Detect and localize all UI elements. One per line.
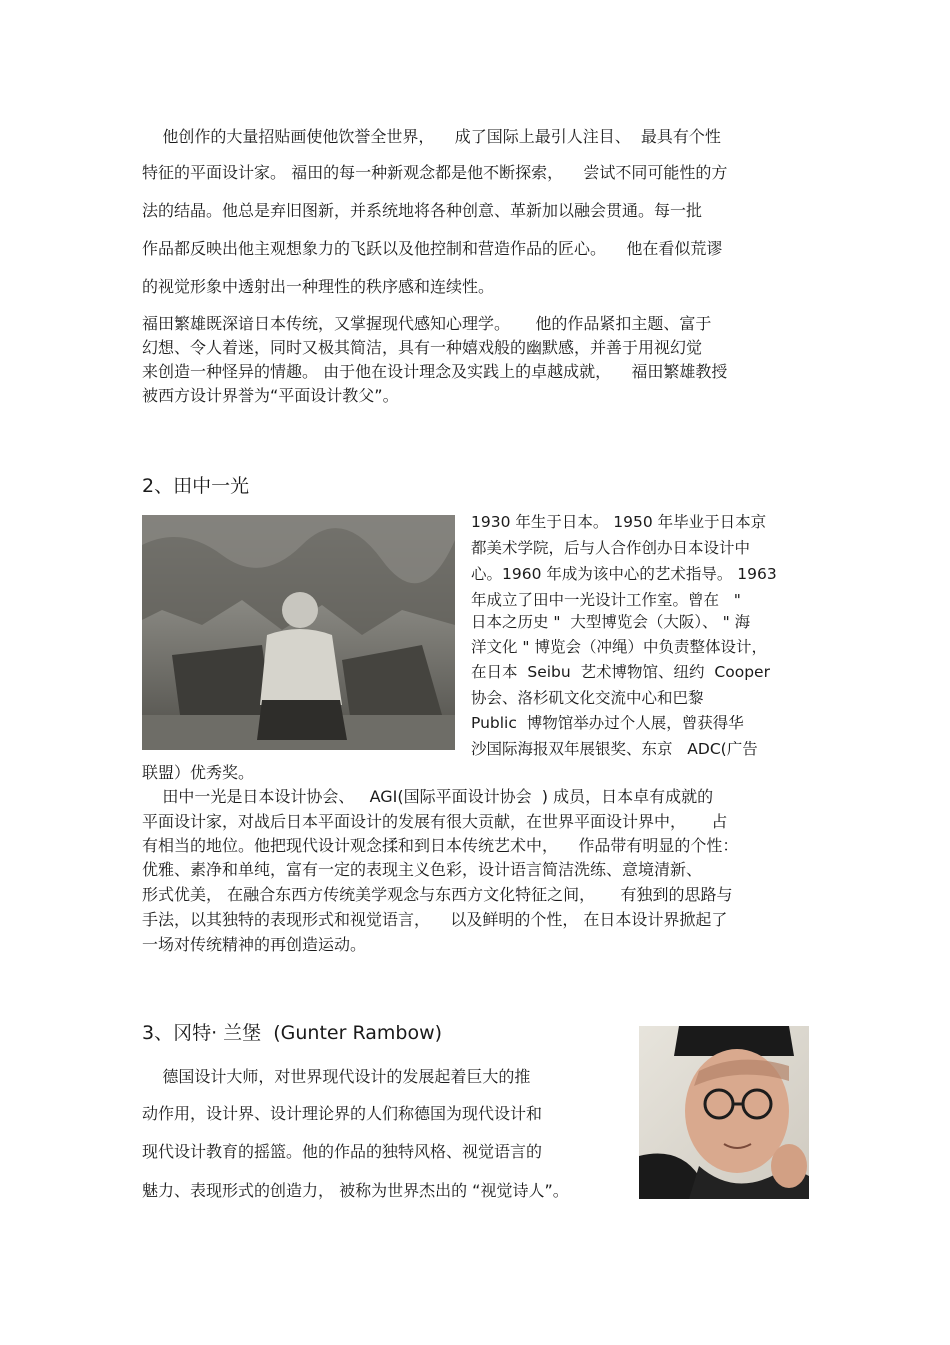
text-line: 魅力、表现形式的创造力， 被称为世界杰出的 “视觉诗人”。	[142, 1181, 569, 1200]
text-line: 来创造一种怪异的情趣。 由于他在设计理念及实践上的卓越成就， 福田繁雄教授	[142, 362, 728, 381]
text-line: 日本之历史 " 大型博览会（大阪）、 " 海	[471, 613, 751, 631]
text-line: 他创作的大量招贴画使他饮誉全世界， 成了国际上最引人注目、 最具有个性	[142, 127, 721, 146]
text-line: 优雅、素净和单纯，富有一定的表现主义色彩，设计语言简洁洗练、意境清新、	[142, 860, 703, 879]
text-line: 作品都反映出他主观想象力的飞跃以及他控制和营造作品的匠心。 他在看似荒谬	[142, 239, 723, 258]
text-line: 特征的平面设计家。 福田的每一种新观念都是他不断探索， 尝试不同可能性的方	[142, 163, 728, 182]
text-line: 有相当的地位。他把现代设计观念揉和到日本传统艺术中， 作品带有明显的个性：	[142, 836, 739, 855]
text-line: 被西方设计界誉为“平面设计教父”。	[142, 386, 399, 405]
text-line: 平面设计家，对战后日本平面设计的发展有很大贡献，在世界平面设计界中， 占	[142, 812, 728, 831]
text-line: 心。1960 年成为该中心的艺术指导。 1963	[471, 565, 777, 583]
text-line: 动作用，设计界、设计理论界的人们称德国为现代设计和	[142, 1104, 543, 1123]
section-heading: 2、田中一光	[142, 475, 250, 497]
text-line: 福田繁雄既深谙日本传统，又掌握现代感知心理学。 他的作品紧扣主题、富于	[142, 314, 712, 333]
text-line: 1930 年生于日本。 1950 年毕业于日本京	[471, 513, 767, 531]
text-line: 一场对传统精神的再创造运动。	[142, 935, 367, 954]
text-line: 现代设计教育的摇篮。他的作品的独特风格、视觉语言的	[142, 1142, 543, 1161]
text-line: 都美术学院，后与人合作创办日本设计中	[471, 539, 751, 557]
text-line: 田中一光是日本设计协会、 AGI(国际平面设计协会 ) 成员，日本卓有成就的	[142, 787, 714, 806]
text-line: 德国设计大师，对世界现代设计的发展起着巨大的推	[142, 1067, 531, 1086]
portrait-photo	[639, 1026, 809, 1199]
text-line: 手法，以其独特的表现形式和视觉语言， 以及鲜明的个性， 在日本设计界掀起了	[142, 910, 728, 929]
text-line: 的视觉形象中透射出一种理性的秩序感和连续性。	[142, 277, 495, 296]
text-line: 幻想、令人着迷，同时又极其简洁，具有一种嬉戏般的幽默感，并善于用视幻觉	[142, 338, 703, 357]
text-line: 形式优美， 在融合东西方传统美学观念与东西方文化特征之间， 有独到的思路与	[142, 885, 733, 904]
text-line: 沙国际海报双年展银奖、东京 ADC(广告	[471, 740, 758, 758]
text-line: 在日本 Seibu 艺术博物馆、纽约 Cooper	[471, 663, 770, 681]
text-line: 洋文化 " 博览会（冲绳）中负责整体设计，	[471, 638, 767, 656]
portrait-photo	[142, 515, 455, 750]
text-line: 联盟）优秀奖。	[142, 763, 255, 782]
section-heading: 3、冈特· 兰堡 (Gunter Rambow)	[142, 1022, 443, 1044]
text-line: 法的结晶。他总是弃旧图新，并系统地将各种创意、革新加以融会贯通。每一批	[142, 201, 703, 220]
text-line: 协会、洛杉矶文化交流中心和巴黎	[471, 689, 704, 707]
text-line: Public 博物馆举办过个人展，曾获得华	[471, 714, 744, 732]
text-line: 年成立了田中一光设计工作室。曾在 "	[471, 591, 741, 609]
